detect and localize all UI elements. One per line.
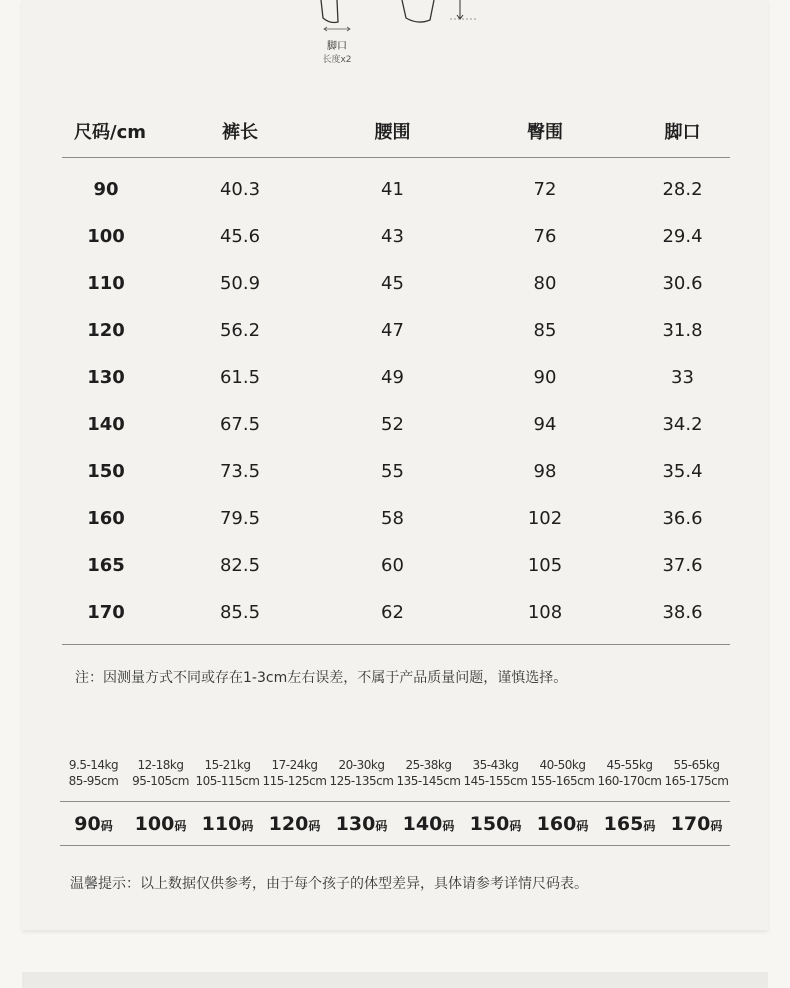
fit-weight: 9.5-14kg bbox=[68, 758, 119, 772]
size-cell: 100 bbox=[87, 226, 125, 247]
size-cell: 90 bbox=[93, 179, 119, 200]
fit-guide bbox=[60, 758, 730, 846]
length-cell: 67.5 bbox=[219, 414, 261, 435]
fit-size bbox=[462, 813, 529, 835]
fit-size-unit: 码 bbox=[241, 818, 254, 833]
hem-cell: 31.8 bbox=[662, 320, 703, 341]
header-waist: 腰围 bbox=[374, 122, 411, 143]
hem-cell: 33 bbox=[671, 367, 694, 388]
table-row bbox=[62, 166, 730, 213]
hip-cell: 80 bbox=[533, 273, 557, 294]
fit-rule-bottom bbox=[60, 845, 730, 846]
fit-size-unit: 码 bbox=[643, 818, 656, 833]
fit-size-unit: 码 bbox=[174, 818, 187, 833]
fit-weight: 45-55kg bbox=[606, 758, 653, 772]
size-cell: 165 bbox=[87, 555, 125, 576]
waist-cell: 45 bbox=[381, 273, 404, 294]
fit-weight: 25-38kg bbox=[405, 758, 452, 772]
fit-weight: 12-18kg bbox=[137, 758, 184, 772]
fit-size-number: 100 bbox=[134, 812, 175, 835]
fit-size bbox=[261, 813, 328, 835]
fit-weight-row bbox=[60, 758, 730, 772]
fit-size-number: 160 bbox=[536, 812, 577, 835]
fit-size-number: 120 bbox=[268, 812, 309, 835]
table-row bbox=[62, 495, 730, 542]
size-cell: 140 bbox=[87, 414, 125, 435]
fit-size bbox=[194, 813, 261, 835]
fit-height: 105-115cm bbox=[195, 774, 260, 788]
size-table-header bbox=[62, 105, 730, 158]
length-cell: 85.5 bbox=[219, 602, 261, 623]
hem-cell: 30.6 bbox=[662, 273, 703, 294]
fit-weight: 55-65kg bbox=[673, 758, 720, 772]
table-row bbox=[62, 589, 730, 636]
hem-cell: 29.4 bbox=[662, 226, 703, 247]
length-cell: 73.5 bbox=[219, 461, 261, 482]
fit-height: 115-125cm bbox=[262, 774, 327, 788]
fit-size bbox=[596, 813, 663, 835]
size-table bbox=[62, 105, 730, 645]
fit-size-number: 165 bbox=[603, 812, 644, 835]
length-cell: 61.5 bbox=[219, 367, 261, 388]
fit-height: 145-155cm bbox=[463, 774, 528, 788]
size-cell: 130 bbox=[87, 367, 125, 388]
pants-diagram-illustration bbox=[0, 0, 790, 70]
fit-height: 125-135cm bbox=[329, 774, 394, 788]
fit-height: 85-95cm bbox=[68, 774, 119, 788]
fit-weight: 17-24kg bbox=[271, 758, 318, 772]
size-cell: 120 bbox=[87, 320, 125, 341]
hem-sub-label: 长度x2 bbox=[322, 55, 352, 65]
length-cell: 45.6 bbox=[219, 226, 261, 247]
fit-weight: 15-21kg bbox=[204, 758, 251, 772]
fit-size-unit: 码 bbox=[442, 818, 455, 833]
fit-size-number: 110 bbox=[201, 812, 242, 835]
table-row bbox=[62, 260, 730, 307]
fit-height: 165-175cm bbox=[664, 774, 729, 788]
length-cell: 40.3 bbox=[219, 179, 261, 200]
fit-size-unit: 码 bbox=[308, 818, 321, 833]
fit-weight: 20-30kg bbox=[338, 758, 385, 772]
length-cell: 79.5 bbox=[219, 508, 261, 529]
hip-cell: 105 bbox=[527, 555, 563, 576]
header-size: 尺码/cm bbox=[74, 122, 146, 143]
fit-size-unit: 码 bbox=[576, 818, 589, 833]
size-table-body bbox=[62, 166, 730, 636]
fit-weight: 40-50kg bbox=[539, 758, 586, 772]
fit-size bbox=[395, 813, 462, 835]
hip-cell: 72 bbox=[533, 179, 557, 200]
hip-cell: 94 bbox=[533, 414, 557, 435]
header-length: 裤长 bbox=[222, 122, 258, 143]
hem-cell: 38.6 bbox=[662, 602, 703, 623]
table-row bbox=[62, 354, 730, 401]
hem-cell: 36.6 bbox=[662, 508, 703, 529]
fit-size-unit: 码 bbox=[509, 818, 522, 833]
length-cell: 56.2 bbox=[219, 320, 261, 341]
hip-cell: 85 bbox=[533, 320, 557, 341]
table-row bbox=[62, 401, 730, 448]
reference-note: 温馨提示：以上数据仅供参考，由于每个孩子的体型差异，具体请参考详情尺码表。 bbox=[70, 876, 588, 892]
waist-cell: 58 bbox=[381, 508, 404, 529]
table-row bbox=[62, 448, 730, 495]
fit-height: 95-105cm bbox=[132, 774, 189, 788]
size-cell: 170 bbox=[87, 602, 125, 623]
fit-size-unit: 码 bbox=[100, 818, 113, 833]
fit-height: 155-165cm bbox=[530, 774, 595, 788]
fit-size bbox=[60, 813, 127, 835]
fit-size-number: 90 bbox=[74, 812, 101, 835]
waist-cell: 41 bbox=[381, 179, 404, 200]
fit-size-number: 130 bbox=[335, 812, 376, 835]
fit-size-number: 170 bbox=[670, 812, 711, 835]
hip-cell: 98 bbox=[533, 461, 557, 482]
waist-cell: 62 bbox=[381, 602, 404, 623]
waist-cell: 55 bbox=[381, 461, 404, 482]
waist-cell: 52 bbox=[381, 414, 404, 435]
length-cell: 50.9 bbox=[219, 273, 261, 294]
fit-size bbox=[127, 813, 194, 835]
next-section-strip bbox=[22, 972, 768, 988]
fit-size bbox=[663, 813, 730, 835]
hem-cell: 28.2 bbox=[662, 179, 703, 200]
header-hem: 脚口 bbox=[664, 122, 701, 143]
size-cell: 160 bbox=[87, 508, 125, 529]
fit-height: 160-170cm bbox=[597, 774, 662, 788]
fit-weight: 35-43kg bbox=[472, 758, 519, 772]
hip-cell: 108 bbox=[527, 602, 563, 623]
hip-cell: 102 bbox=[527, 508, 563, 529]
fit-height-row bbox=[60, 774, 730, 788]
waist-cell: 47 bbox=[381, 320, 404, 341]
hip-cell: 90 bbox=[533, 367, 557, 388]
header-hip: 臀围 bbox=[527, 122, 563, 143]
fit-size-number: 150 bbox=[469, 812, 510, 835]
table-row bbox=[62, 213, 730, 260]
fit-size-number: 140 bbox=[402, 812, 443, 835]
length-cell: 82.5 bbox=[219, 555, 261, 576]
fit-size-unit: 码 bbox=[710, 818, 723, 833]
measurement-note: 注：因测量方式不同或存在1-3cm左右误差，不属于产品质量问题，谨慎选择。 bbox=[75, 670, 568, 686]
hem-label: 脚口 bbox=[327, 41, 347, 52]
size-cell: 150 bbox=[87, 461, 125, 482]
fit-height: 135-145cm bbox=[396, 774, 461, 788]
fit-size-unit: 码 bbox=[375, 818, 388, 833]
table-bottom-rule bbox=[62, 644, 730, 645]
size-cell: 110 bbox=[87, 273, 125, 294]
hem-cell: 37.6 bbox=[662, 555, 703, 576]
table-row bbox=[62, 542, 730, 589]
fit-size-row bbox=[60, 802, 730, 845]
fit-size bbox=[328, 813, 395, 835]
waist-cell: 43 bbox=[381, 226, 404, 247]
fit-size bbox=[529, 813, 596, 835]
waist-cell: 60 bbox=[381, 555, 404, 576]
hem-cell: 35.4 bbox=[662, 461, 703, 482]
waist-cell: 49 bbox=[381, 367, 404, 388]
table-row bbox=[62, 307, 730, 354]
hem-cell: 34.2 bbox=[662, 414, 703, 435]
hip-cell: 76 bbox=[533, 226, 557, 247]
